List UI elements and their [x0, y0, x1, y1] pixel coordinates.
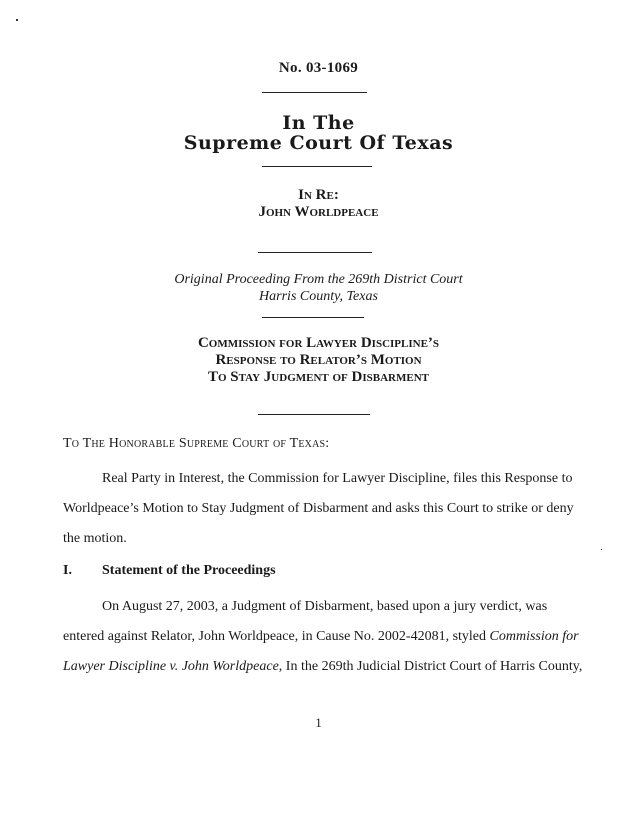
origin-line1: Original Proceeding From the 269th District Court [174, 272, 463, 287]
page-number: 1 [315, 715, 322, 730]
in-re-party: John Worldpeace [258, 204, 379, 220]
case-style-text: Lawyer Discipline v. John Worldpeace [63, 659, 279, 674]
court-name-line1: In The [282, 112, 355, 134]
proceedings-paragraph-line [63, 629, 579, 645]
section-title: Statement of the Proceedings [102, 563, 276, 578]
divider-rule [262, 166, 372, 167]
divider-rule [262, 92, 367, 93]
case-style-text: Commission for [489, 629, 579, 644]
document-title-line3: To Stay Judgment of Disbarment [208, 369, 429, 385]
intro-paragraph-line: Real Party in Interest, the Commission for Lawyer Discipline, files this Response to [102, 471, 573, 486]
proceedings-text: entered against Relator, John Worldpeace, in Cause No. 2002-42081, styled [63, 629, 490, 644]
case-number: No. 03-1069 [278, 60, 359, 76]
intro-paragraph-line: the motion. [63, 531, 127, 546]
proceedings-paragraph-line [63, 659, 582, 675]
proceedings-paragraph-line: On August 27, 2003, a Judgment of Disbarment, based upon a jury verdict, was [102, 599, 548, 614]
document-title-line1: Commission for Lawyer Discipline’s [197, 335, 440, 351]
document-title-line2: Response to Relator’s Motion [215, 352, 422, 368]
intro-paragraph-line: Worldpeace’s Motion to Stay Judgment of Disbarment and asks this Court to strike or deny [63, 501, 574, 516]
court-name-line2: Supreme Court Of Texas [183, 132, 454, 154]
origin-line2: Harris County, Texas [259, 289, 378, 304]
divider-rule [258, 252, 372, 253]
section-number: I. [63, 563, 72, 578]
divider-rule [262, 317, 364, 318]
in-re-label: In Re: [298, 187, 339, 203]
salutation: To The Honorable Supreme Court of Texas: [63, 436, 330, 451]
scan-speck [601, 549, 602, 550]
scan-speck [16, 19, 18, 21]
divider-rule [258, 414, 370, 415]
proceedings-text: , In the 269th Judicial District Court of Harris County, [278, 659, 583, 674]
